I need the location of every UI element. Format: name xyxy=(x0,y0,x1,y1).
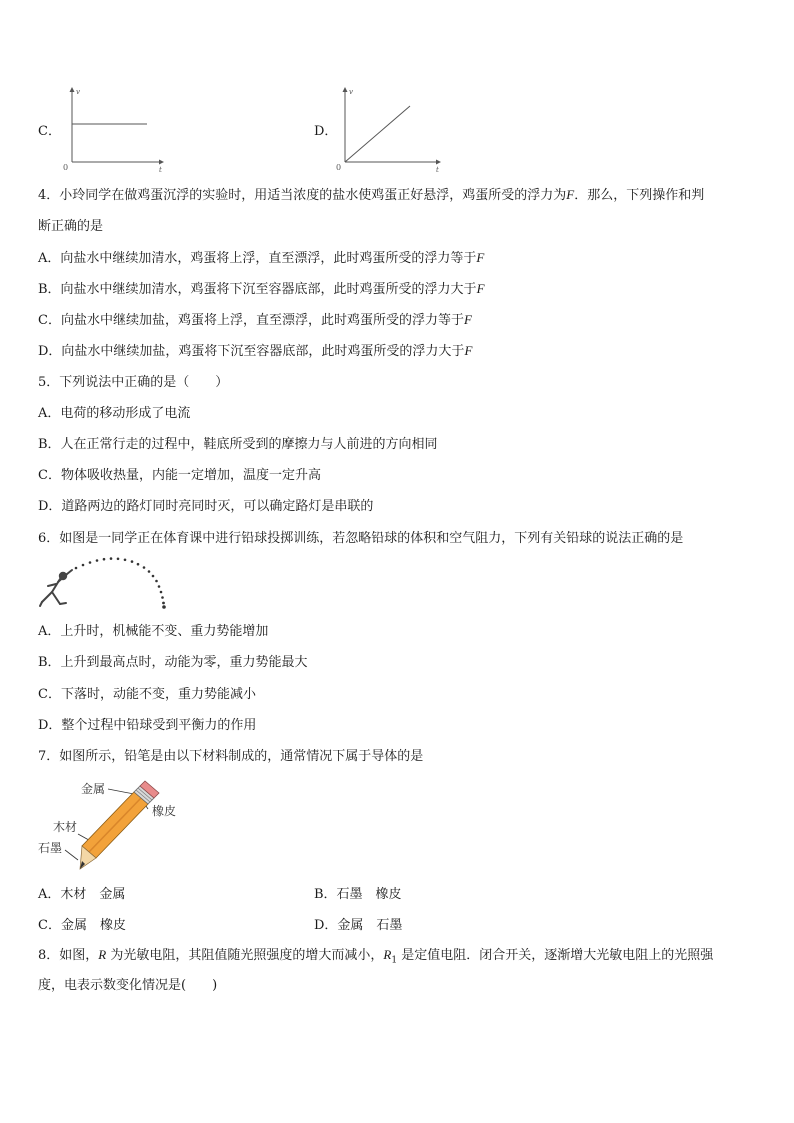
q3-option-c-label: C． xyxy=(38,124,61,139)
d-axis-v-label: v xyxy=(349,88,353,96)
shot-put-figure xyxy=(38,556,173,611)
pencil-figure xyxy=(36,772,196,877)
q3-option-c-graph xyxy=(60,84,170,174)
q8-stem: 8．如图，R 为光敏电阻，其阻值随光照强度的增大而减小，$R_1$ 是定值电阻．闭合开关，逐渐增大光敏电阻上的光照强 xyxy=(38,947,714,966)
q4-option-b: B．向盐水中继续加清水，鸡蛋将下沉至容器底部，此时鸡蛋所受的浮力大于F xyxy=(38,281,485,297)
q4-stem xyxy=(38,186,704,205)
label-metal: 金属 xyxy=(81,782,106,796)
q4-stem-var: F xyxy=(566,187,575,202)
q6-option-b: B．上升到最高点时，动能为零，重力势能最大 xyxy=(38,655,308,670)
q8-stem-line2: 度，电表示数变化情况是( ) xyxy=(38,978,218,993)
q5-option-b: B．人在正常行走的过程中，鞋底所受到的摩擦力与人前进的方向相同 xyxy=(38,437,438,452)
q6-option-a: A．上升时，机械能不变、重力势能增加 xyxy=(38,624,269,639)
d-origin-label: 0 xyxy=(336,163,342,172)
q4-stem-tail: ．那么，下列操作和判 xyxy=(574,188,705,203)
q6-stem: 6．如图是一同学正在体育课中进行铅球投掷训练，若忽略铅球的体积和空气阻力，下列有关铅球的说法正确的是 xyxy=(38,531,684,546)
q5-option-c: C．物体吸收热量，内能一定增加，温度一定升高 xyxy=(38,468,321,483)
q4-stem-text: 4．小玲同学在做鸡蛋沉浮的实验时，用适当浓度的盐水使鸡蛋正好悬浮，鸡蛋所受的浮力为 xyxy=(38,188,567,203)
q7-stem: 7．如图所示，铅笔是由以下材料制成的，通常情况下属于导体的是 xyxy=(38,749,424,764)
q4-option-a: A．向盐水中继续加清水，鸡蛋将上浮，直至漂浮，此时鸡蛋所受的浮力等于F xyxy=(38,250,485,266)
c-axis-t-label: t xyxy=(159,166,162,174)
shot-trajectory xyxy=(75,557,166,609)
label-graphite: 石墨 xyxy=(38,841,63,855)
thrower-figure xyxy=(40,570,72,606)
q7-option-c: C．金属 橡皮 xyxy=(38,918,126,933)
q6-option-c: C．下落时，动能不变，重力势能减小 xyxy=(38,687,256,702)
c-origin-label: 0 xyxy=(63,163,69,172)
q4-option-c: C．向盐水中继续加盐，鸡蛋将上浮，直至漂浮，此时鸡蛋所受的浮力等于F xyxy=(38,312,472,328)
c-axis-v-label: v xyxy=(76,88,80,96)
q4-option-d: D．向盐水中继续加盐，鸡蛋将下沉至容器底部，此时鸡蛋所受的浮力大于F xyxy=(38,343,473,359)
q7-option-b: B．石墨 橡皮 xyxy=(314,887,402,902)
q5-option-d: D．道路两边的路灯同时亮同时灭，可以确定路灯是串联的 xyxy=(38,499,374,514)
q5-option-a: A．电荷的移动形成了电流 xyxy=(38,406,191,421)
q4-stem-line2: 断正确的是 xyxy=(38,219,104,234)
d-rising-line xyxy=(345,106,410,162)
q6-option-d: D．整个过程中铅球受到平衡力的作用 xyxy=(38,718,257,733)
q5-stem: 5．下列说法中正确的是（ ） xyxy=(38,375,229,390)
q7-option-a: A．木材 金属 xyxy=(38,887,126,902)
q3-option-d-label: D． xyxy=(314,124,338,139)
d-axis-t-label: t xyxy=(436,166,439,174)
q3-option-d-graph xyxy=(333,84,448,174)
label-rubber: 橡皮 xyxy=(152,804,177,818)
q7-option-d: D．金属 石墨 xyxy=(314,918,403,933)
label-wood: 木材 xyxy=(53,820,78,834)
